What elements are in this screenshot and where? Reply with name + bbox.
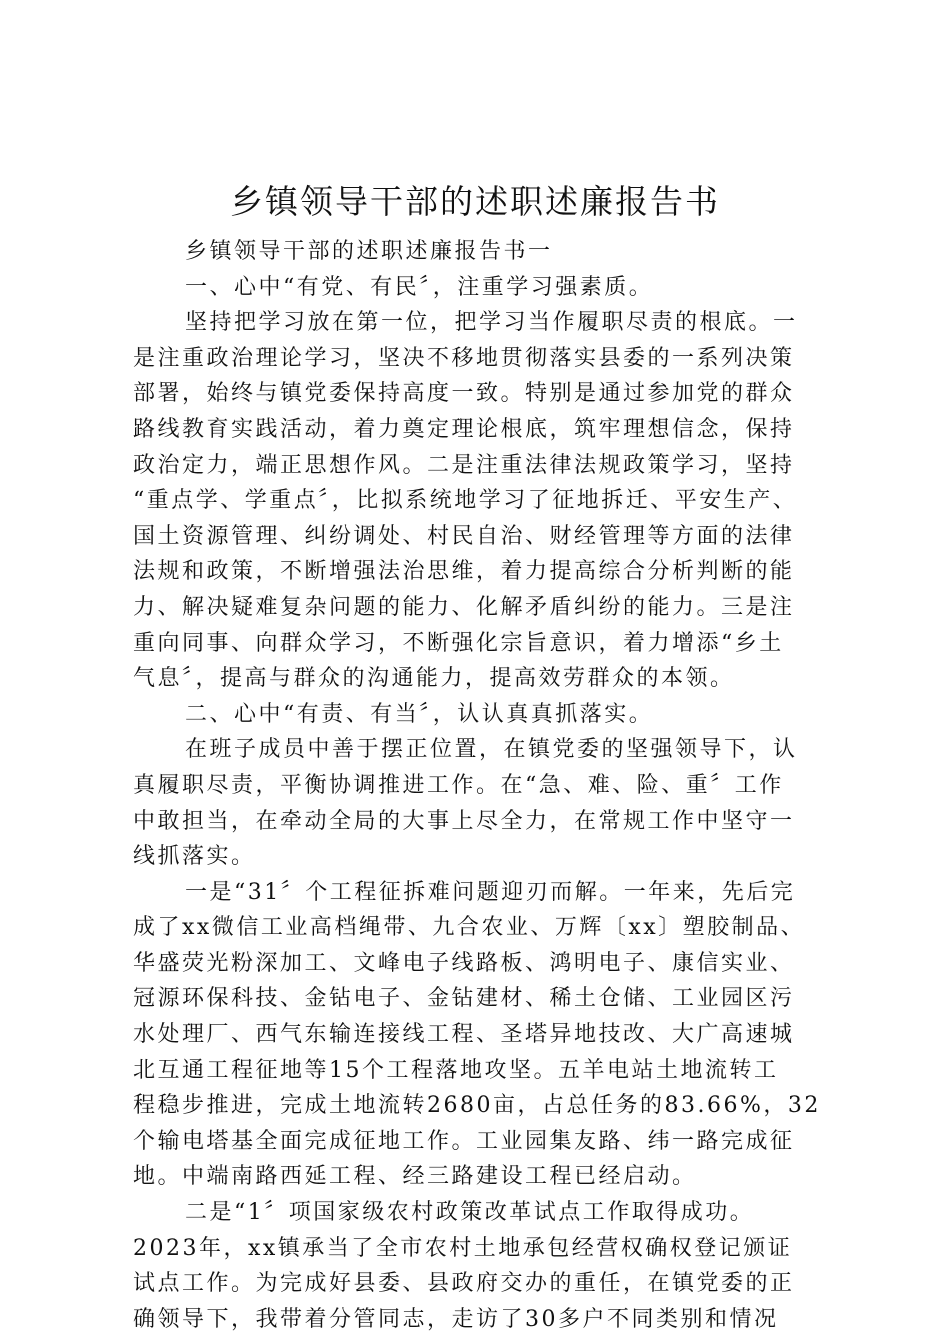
text-line: 二是“1〞项国家级农村政策改革试点工作取得成功。 — [185, 1200, 755, 1226]
text-line: 真履职尽责，平衡协调推进工作。在“急、难、险、重〞工作 — [133, 772, 784, 798]
text-line: 二、心中“有责、有当〞，认认真真抓落实。 — [185, 701, 654, 727]
text-line: 个输电塔基全面完成征地工作。工业园集友路、纬一路完成征 — [133, 1128, 795, 1154]
document-body — [133, 234, 823, 1337]
text-line: 是注重政治理论学习，坚决不移地贯彻落实县委的一系列决策 — [133, 345, 795, 371]
text-line: 政治定力，端正思想作风。二是注重法律法规政策学习，坚持 — [133, 452, 795, 478]
text-line: 试点工作。为完成好县委、县政府交办的重任，在镇党委的正 — [133, 1271, 795, 1297]
text-line: 气息〞，提高与群众的沟通能力，提高效劳群众的本领。 — [133, 666, 735, 692]
text-line: 地。中端南路西延工程、经三路建设工程已经启动。 — [133, 1164, 697, 1190]
text-line: 一、心中“有党、有民〞，注重学习强素质。 — [185, 274, 654, 300]
text-line: 力、解决疑难复杂问题的能力、化解矛盾纠纷的能力。三是注 — [133, 594, 795, 620]
text-line: 冠源环保科技、金钻电子、金钻建材、稀土仓储、工业园区污 — [133, 986, 795, 1012]
text-line: 2023年，xx镇承当了全市农村土地承包经营权确权登记颁证 — [133, 1235, 793, 1261]
text-line: 一是“31〞个工程征拆难问题迎刃而解。一年来，先后完 — [185, 879, 796, 905]
text-line: 国土资源管理、纠纷调处、村民自治、财经管理等方面的法律 — [133, 523, 795, 549]
text-line: 乡镇领导干部的述职述廉报告书一 — [185, 239, 553, 264]
text-line: 法规和政策，不断增强法治思维，着力提高综合分析判断的能 — [133, 559, 795, 585]
text-line: 坚持把学习放在第一位，把学习当作履职尽责的根底。一 — [185, 310, 798, 336]
text-line: 中敢担当，在牵动全局的大事上尽全力，在常规工作中坚守一 — [133, 808, 795, 834]
text-line: 程稳步推进，完成土地流转2680亩，占总任务的83.66%，32 — [133, 1093, 821, 1119]
text-line: 线抓落实。 — [133, 844, 256, 870]
text-line: 在班子成员中善于摆正位置，在镇党委的坚强领导下，认 — [185, 737, 798, 763]
text-line: 重向同事、向群众学习，不断强化宗旨意识，着力增添“乡土 — [133, 630, 784, 656]
document-title: 乡镇领导干部的述职述廉报告书 — [230, 182, 720, 221]
text-line: 北互通工程征地等15个工程落地攻坚。五羊电站土地流转工 — [133, 1057, 779, 1083]
text-line: 水处理厂、西气东输连接线工程、圣塔异地技改、大广高速城 — [133, 1022, 795, 1048]
text-line: 路线教育实践活动，着力奠定理论根底，筑牢理想信念，保持 — [133, 416, 795, 442]
text-line: 确领导下，我带着分管同志，走访了30多户不同类别和情况 — [133, 1306, 779, 1332]
text-line: 成了xx微信工业高档绳带、九合农业、万辉〔xx〕塑胶制品、 — [133, 915, 806, 941]
text-line: “重点学、学重点〞，比拟系统地学习了征地拆迁、平安生产、 — [133, 488, 798, 514]
text-line: 部署，始终与镇党委保持高度一致。特别是通过参加党的群众 — [133, 381, 795, 407]
text-line: 华盛荧光粉深加工、文峰电子线路板、鸿明电子、康信实业、 — [133, 950, 795, 976]
